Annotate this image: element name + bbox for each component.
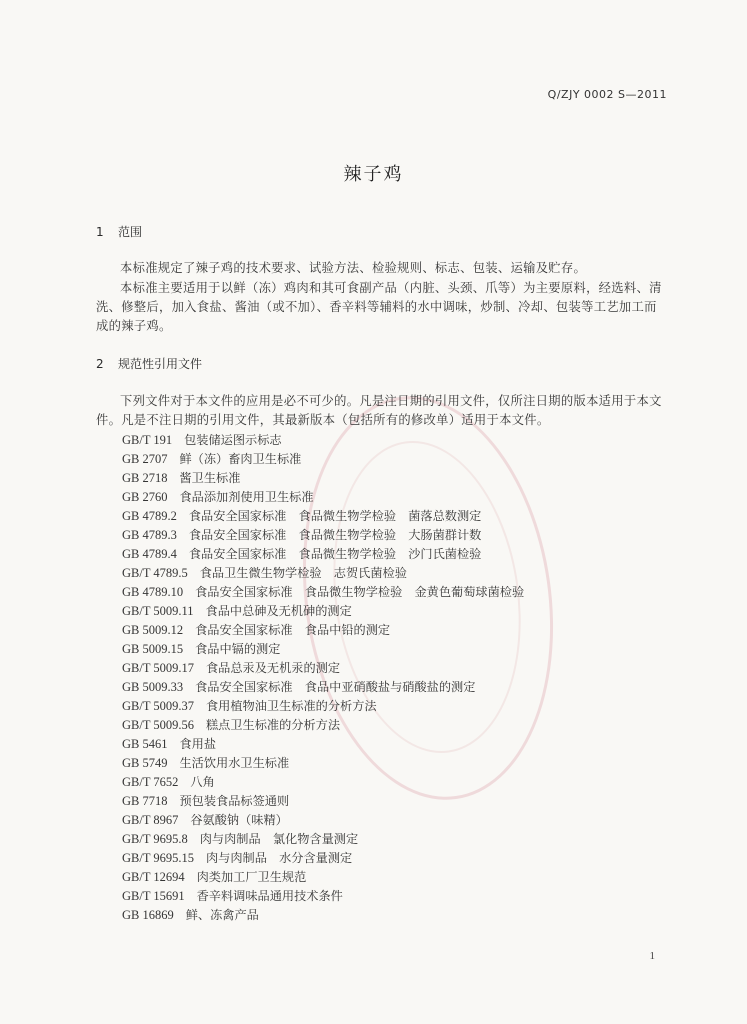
reference-item xyxy=(122,621,524,640)
reference-title: 食品安全国家标准 食品中铅的测定 xyxy=(195,623,391,637)
reference-code: GB 7718 xyxy=(122,794,168,808)
reference-title: 香辛料调味品通用技术条件 xyxy=(196,889,343,903)
reference-title: 食品总汞及无机汞的测定 xyxy=(206,661,341,675)
reference-item xyxy=(122,602,524,621)
reference-title: 食品安全国家标准 食品微生物学检验 菌落总数测定 xyxy=(188,509,482,523)
reference-title: 酱卫生标准 xyxy=(179,471,241,485)
section-number: 2 xyxy=(96,357,104,371)
reference-item xyxy=(122,773,524,792)
section-number: 1 xyxy=(96,225,104,239)
reference-item xyxy=(122,545,524,564)
reference-code: GB/T 5009.56 xyxy=(122,718,194,732)
reference-code: GB 2707 xyxy=(122,452,168,466)
reference-code: GB 4789.4 xyxy=(122,547,177,561)
reference-title: 谷氨酸钠（味精） xyxy=(190,813,288,827)
reference-title: 食用植物油卫生标准的分析方法 xyxy=(206,699,377,713)
reference-code: GB/T 5009.11 xyxy=(122,604,194,618)
reference-title: 预包装食品标签通则 xyxy=(179,794,290,808)
reference-code: GB 4789.10 xyxy=(122,585,184,599)
reference-title: 鲜、冻禽产品 xyxy=(185,908,259,922)
reference-item xyxy=(122,887,524,906)
reference-code: GB/T 8967 xyxy=(122,813,179,827)
document-code: Q/ZJY 0002 S—2011 xyxy=(547,88,667,101)
reference-item xyxy=(122,735,524,754)
reference-item xyxy=(122,431,524,450)
reference-item xyxy=(122,716,524,735)
reference-item xyxy=(122,507,524,526)
reference-code: GB/T 9695.8 xyxy=(122,832,188,846)
reference-title: 糕点卫生标准的分析方法 xyxy=(206,718,341,732)
reference-code: GB 2760 xyxy=(122,490,168,504)
reference-item xyxy=(122,754,524,773)
reference-code: GB 5749 xyxy=(122,756,168,770)
section-title: 范围 xyxy=(118,225,143,239)
reference-code: GB/T 5009.17 xyxy=(122,661,194,675)
reference-code: GB/T 7652 xyxy=(122,775,179,789)
reference-item xyxy=(122,849,524,868)
reference-title: 食品卫生微生物学检验 志贺氏菌检验 xyxy=(199,566,407,580)
section-1-heading xyxy=(96,223,142,240)
reference-title: 鲜（冻）畜肉卫生标准 xyxy=(179,452,302,466)
reference-title: 食品安全国家标准 食品微生物学检验 大肠菌群计数 xyxy=(188,528,482,542)
reference-code: GB/T 12694 xyxy=(122,870,185,884)
reference-code: GB 5009.33 xyxy=(122,680,184,694)
reference-code: GB 16869 xyxy=(122,908,174,922)
reference-item xyxy=(122,488,524,507)
reference-title: 包装储运图示标志 xyxy=(184,433,282,447)
reference-code: GB/T 9695.15 xyxy=(122,851,194,865)
reference-code: GB 4789.2 xyxy=(122,509,177,523)
reference-item xyxy=(122,678,524,697)
reference-title: 食品中总砷及无机砷的测定 xyxy=(205,604,352,618)
reference-item xyxy=(122,792,524,811)
page-number: 1 xyxy=(649,950,655,962)
reference-title: 生活饮用水卫生标准 xyxy=(179,756,290,770)
reference-code: GB 5009.12 xyxy=(122,623,184,637)
reference-item xyxy=(122,526,524,545)
reference-title: 八角 xyxy=(190,775,215,789)
reference-item xyxy=(122,906,524,925)
section-title: 规范性引用文件 xyxy=(118,357,203,371)
reference-code: GB/T 191 xyxy=(122,433,173,447)
reference-item xyxy=(122,830,524,849)
reference-item xyxy=(122,640,524,659)
normative-refs-intro: 下列文件对于本文件的应用是必不可少的。凡是注日期的引用文件，仅所注日期的版本适用于本文件。凡是不注日期的引用文件，其最新版本（包括所有的修改单）适用于本文件。 xyxy=(96,394,662,427)
reference-item xyxy=(122,659,524,678)
reference-title: 食品安全国家标准 食品中亚硝酸盐与硝酸盐的测定 xyxy=(195,680,476,694)
reference-code: GB/T 5009.37 xyxy=(122,699,194,713)
reference-title: 肉与肉制品 氯化物含量测定 xyxy=(199,832,359,846)
reference-code: GB 5009.15 xyxy=(122,642,184,656)
reference-item xyxy=(122,450,524,469)
reference-title: 食品中镉的测定 xyxy=(195,642,281,656)
reference-code: GB/T 15691 xyxy=(122,889,185,903)
reference-item xyxy=(122,469,524,488)
reference-title: 食品安全国家标准 食品微生物学检验 沙门氏菌检验 xyxy=(188,547,482,561)
reference-title: 食品安全国家标准 食品微生物学检验 金黄色葡萄球菌检验 xyxy=(195,585,525,599)
reference-item xyxy=(122,564,524,583)
scope-paragraph: 本标准主要适用于以鲜（冻）鸡肉和其可食副产品（内脏、头颈、爪等）为主要原料，经选料、清洗、修整后，加入食盐、酱油（或不加）、香辛料等辅料的水中调味，炒制、冷却、包装等工艺加工而成的辣子鸡。 xyxy=(96,281,662,333)
reference-title: 食用盐 xyxy=(179,737,217,751)
reference-list xyxy=(122,431,524,925)
reference-code: GB 5461 xyxy=(122,737,168,751)
reference-code: GB/T 4789.5 xyxy=(122,566,188,580)
reference-title: 肉类加工厂卫生规范 xyxy=(196,870,307,884)
reference-title: 食品添加剂使用卫生标准 xyxy=(179,490,314,504)
reference-item xyxy=(122,583,524,602)
reference-item xyxy=(122,868,524,887)
section-2-heading xyxy=(96,355,202,372)
scope-paragraph: 本标准规定了辣子鸡的技术要求、试验方法、检验规则、标志、包装、运输及贮存。 xyxy=(120,261,587,275)
reference-code: GB 4789.3 xyxy=(122,528,177,542)
reference-item xyxy=(122,697,524,716)
reference-item xyxy=(122,811,524,830)
reference-code: GB 2718 xyxy=(122,471,168,485)
document-title: 辣子鸡 xyxy=(343,164,404,185)
reference-title: 肉与肉制品 水分含量测定 xyxy=(206,851,353,865)
